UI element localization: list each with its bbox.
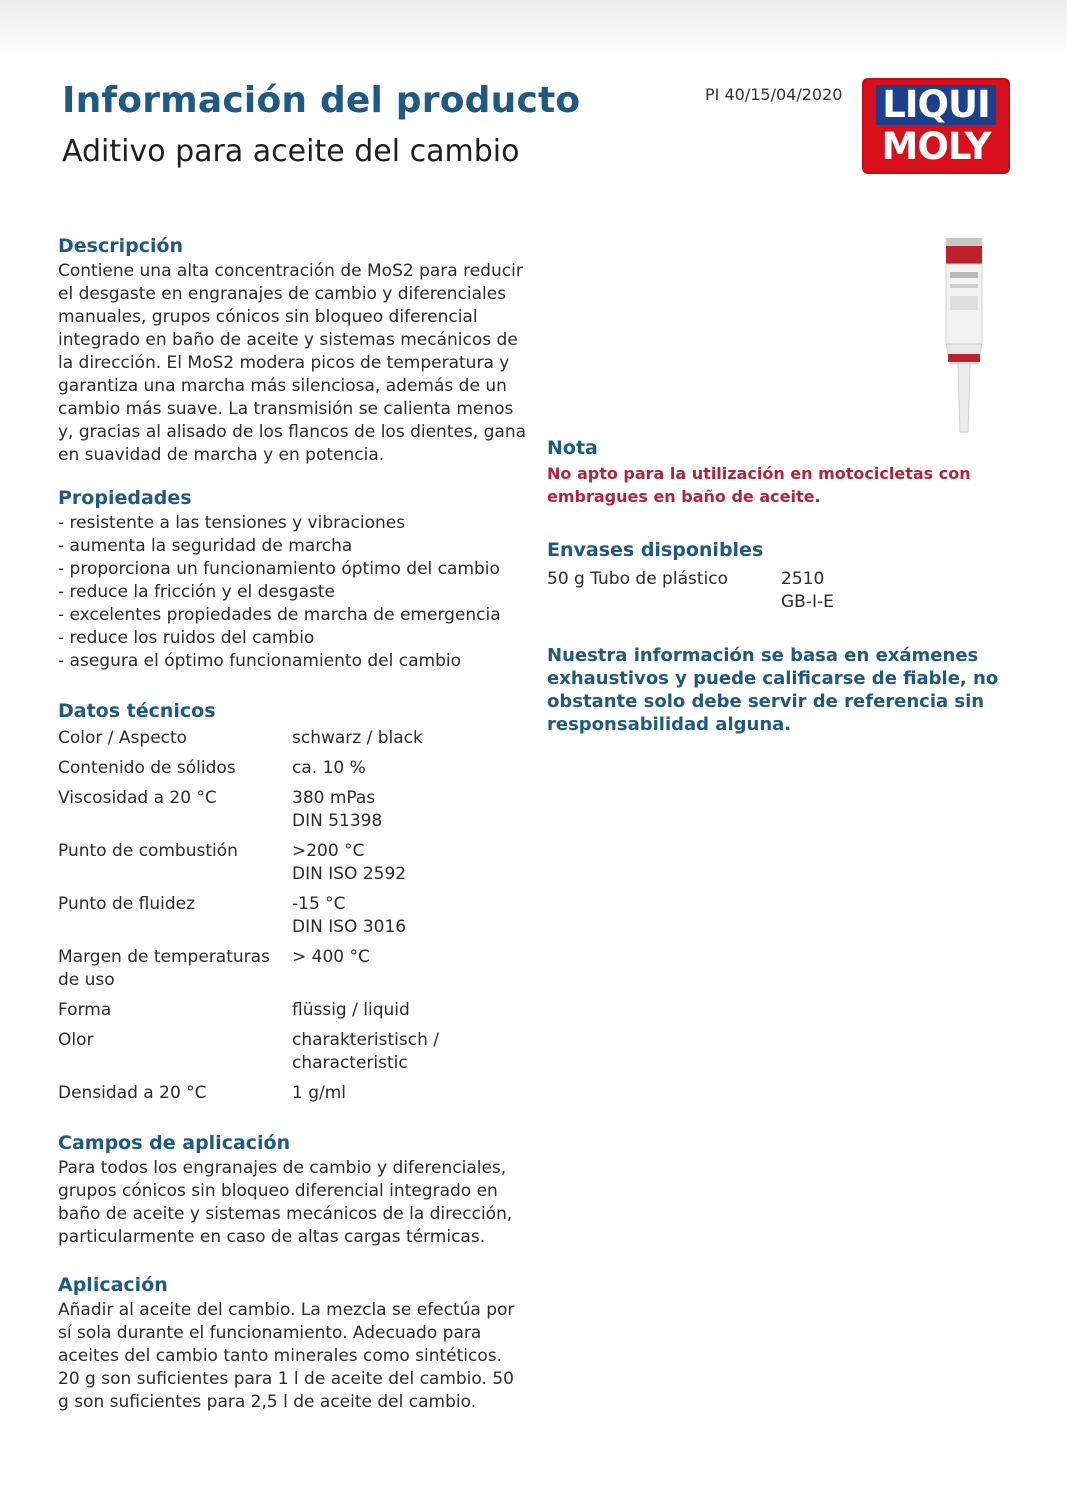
property-item: - reduce los ruidos del cambio [58,627,528,650]
document-reference: PI 40/15/04/2020 [705,85,843,104]
property-item: - aumenta la seguridad de marcha [58,535,528,558]
description-title: Descripción [58,235,184,257]
usage-section [58,1271,528,1414]
property-item: - resistente a las tensiones y vibraciones [58,512,528,535]
tech-row [58,946,528,992]
tech-value: -15 °C DIN ISO 3016 [292,894,407,937]
containers-title: Envases disponibles [547,539,764,561]
tech-label: Punto de fluidez [58,894,196,914]
note-text: No apto para la utilización en motocicletas con embragues en baño de aceite. [547,464,971,506]
tech-value: ca. 10 % [292,758,366,778]
usage-title: Aplicación [58,1274,168,1296]
tech-value: > 400 °C [292,947,370,967]
tech-row [58,727,528,750]
tech-label: Contenido de sólidos [58,758,236,778]
tech-label: Forma [58,1000,112,1020]
tech-value: charakteristisch / characteristic [292,1030,439,1073]
tech-value: schwarz / black [292,728,423,748]
product-tube-image [938,236,990,436]
note-section [547,434,1017,508]
tech-label: Color / Aspecto [58,728,188,748]
containers-section [547,536,1017,614]
disclaimer-section [547,644,1017,736]
tech-label: Densidad a 20 °C [58,1083,207,1103]
properties-title: Propiedades [58,487,192,509]
tech-value: >200 °C DIN ISO 2592 [292,841,407,884]
tech-row [58,757,528,780]
tech-row [58,999,528,1022]
left-column [58,232,528,1414]
technical-data-section [58,697,528,1105]
liqui-moly-logo [864,80,1008,172]
property-item: - excelentes propiedades de marcha de emergencia [58,604,528,627]
page-top-shade [0,0,1067,60]
usage-text: Añadir al aceite del cambio. La mezcla se efectúa por sí sola durante el funcionamiento. Adecuado para aceites del cambio tanto minerales como sintéticos. 20 g son suficientes para 1 l de aceite del cambio. 50 g son suficientes para 2,5 l de aceite del cambio. [58,1300,515,1412]
description-text: Contiene una alta concentración de MoS2 para reducir el desgaste en engranajes de cambio y diferenciales manuales, grupos cónicos sin bloqueo diferencial integrado en baño de aceite y sistemas mecánicos de la dirección. El MoS2 modera picos de temperatura y garantiza una marcha más silenciosa, además de un cambio más suave. La transmisión se calienta menos y, gracias al alisado de los flancos de los dientes, gana en suavidad de marcha y en potencia. [58,261,527,465]
description-section [58,232,528,467]
logo-line-1: LIQUI [876,85,996,125]
applications-section [58,1129,528,1249]
tech-label: Viscosidad a 20 °C [58,788,217,808]
tech-row [58,893,528,939]
tech-row [58,840,528,886]
property-item: - reduce la fricción y el desgaste [58,581,528,604]
container-article-number: 2510 GB-I-E [781,569,834,612]
tech-row [58,1082,528,1105]
tech-value: 380 mPas DIN 51398 [292,788,383,831]
note-title: Nota [547,437,598,459]
tech-label: Punto de combustión [58,841,238,861]
logo-line-2: MOLY [881,125,991,168]
container-row [547,568,1017,614]
applications-title: Campos de aplicación [58,1132,291,1154]
page-title: Información del producto [62,80,581,121]
tech-row [58,787,528,833]
properties-section [58,484,528,673]
properties-list [58,512,528,673]
tech-row [58,1029,528,1075]
tech-label: Margen de temperaturas de uso [58,947,270,990]
disclaimer-text: Nuestra información se basa en exámenes exhaustivos y puede calificarse de fiable, no obstante solo debe servir de referencia sin responsabilidad alguna. [547,645,999,735]
applications-text: Para todos los engranajes de cambio y diferenciales, grupos cónicos sin bloqueo diferencial integrado en baño de aceite y sistemas mecánicos de la dirección, particularmente en caso de altas cargas térmicas. [58,1158,513,1247]
property-item: - asegura el óptimo funcionamiento del cambio [58,650,528,673]
container-description: 50 g Tubo de plástico [547,569,728,589]
technical-data-title: Datos técnicos [58,700,216,722]
tech-value: 1 g/ml [292,1083,347,1103]
tech-value: flüssig / liquid [292,1000,410,1020]
property-item: - proporciona un funcionamiento óptimo del cambio [58,558,528,581]
tech-label: Olor [58,1030,94,1050]
right-column [547,434,1017,736]
page-subtitle: Aditivo para aceite del cambio [62,134,520,169]
